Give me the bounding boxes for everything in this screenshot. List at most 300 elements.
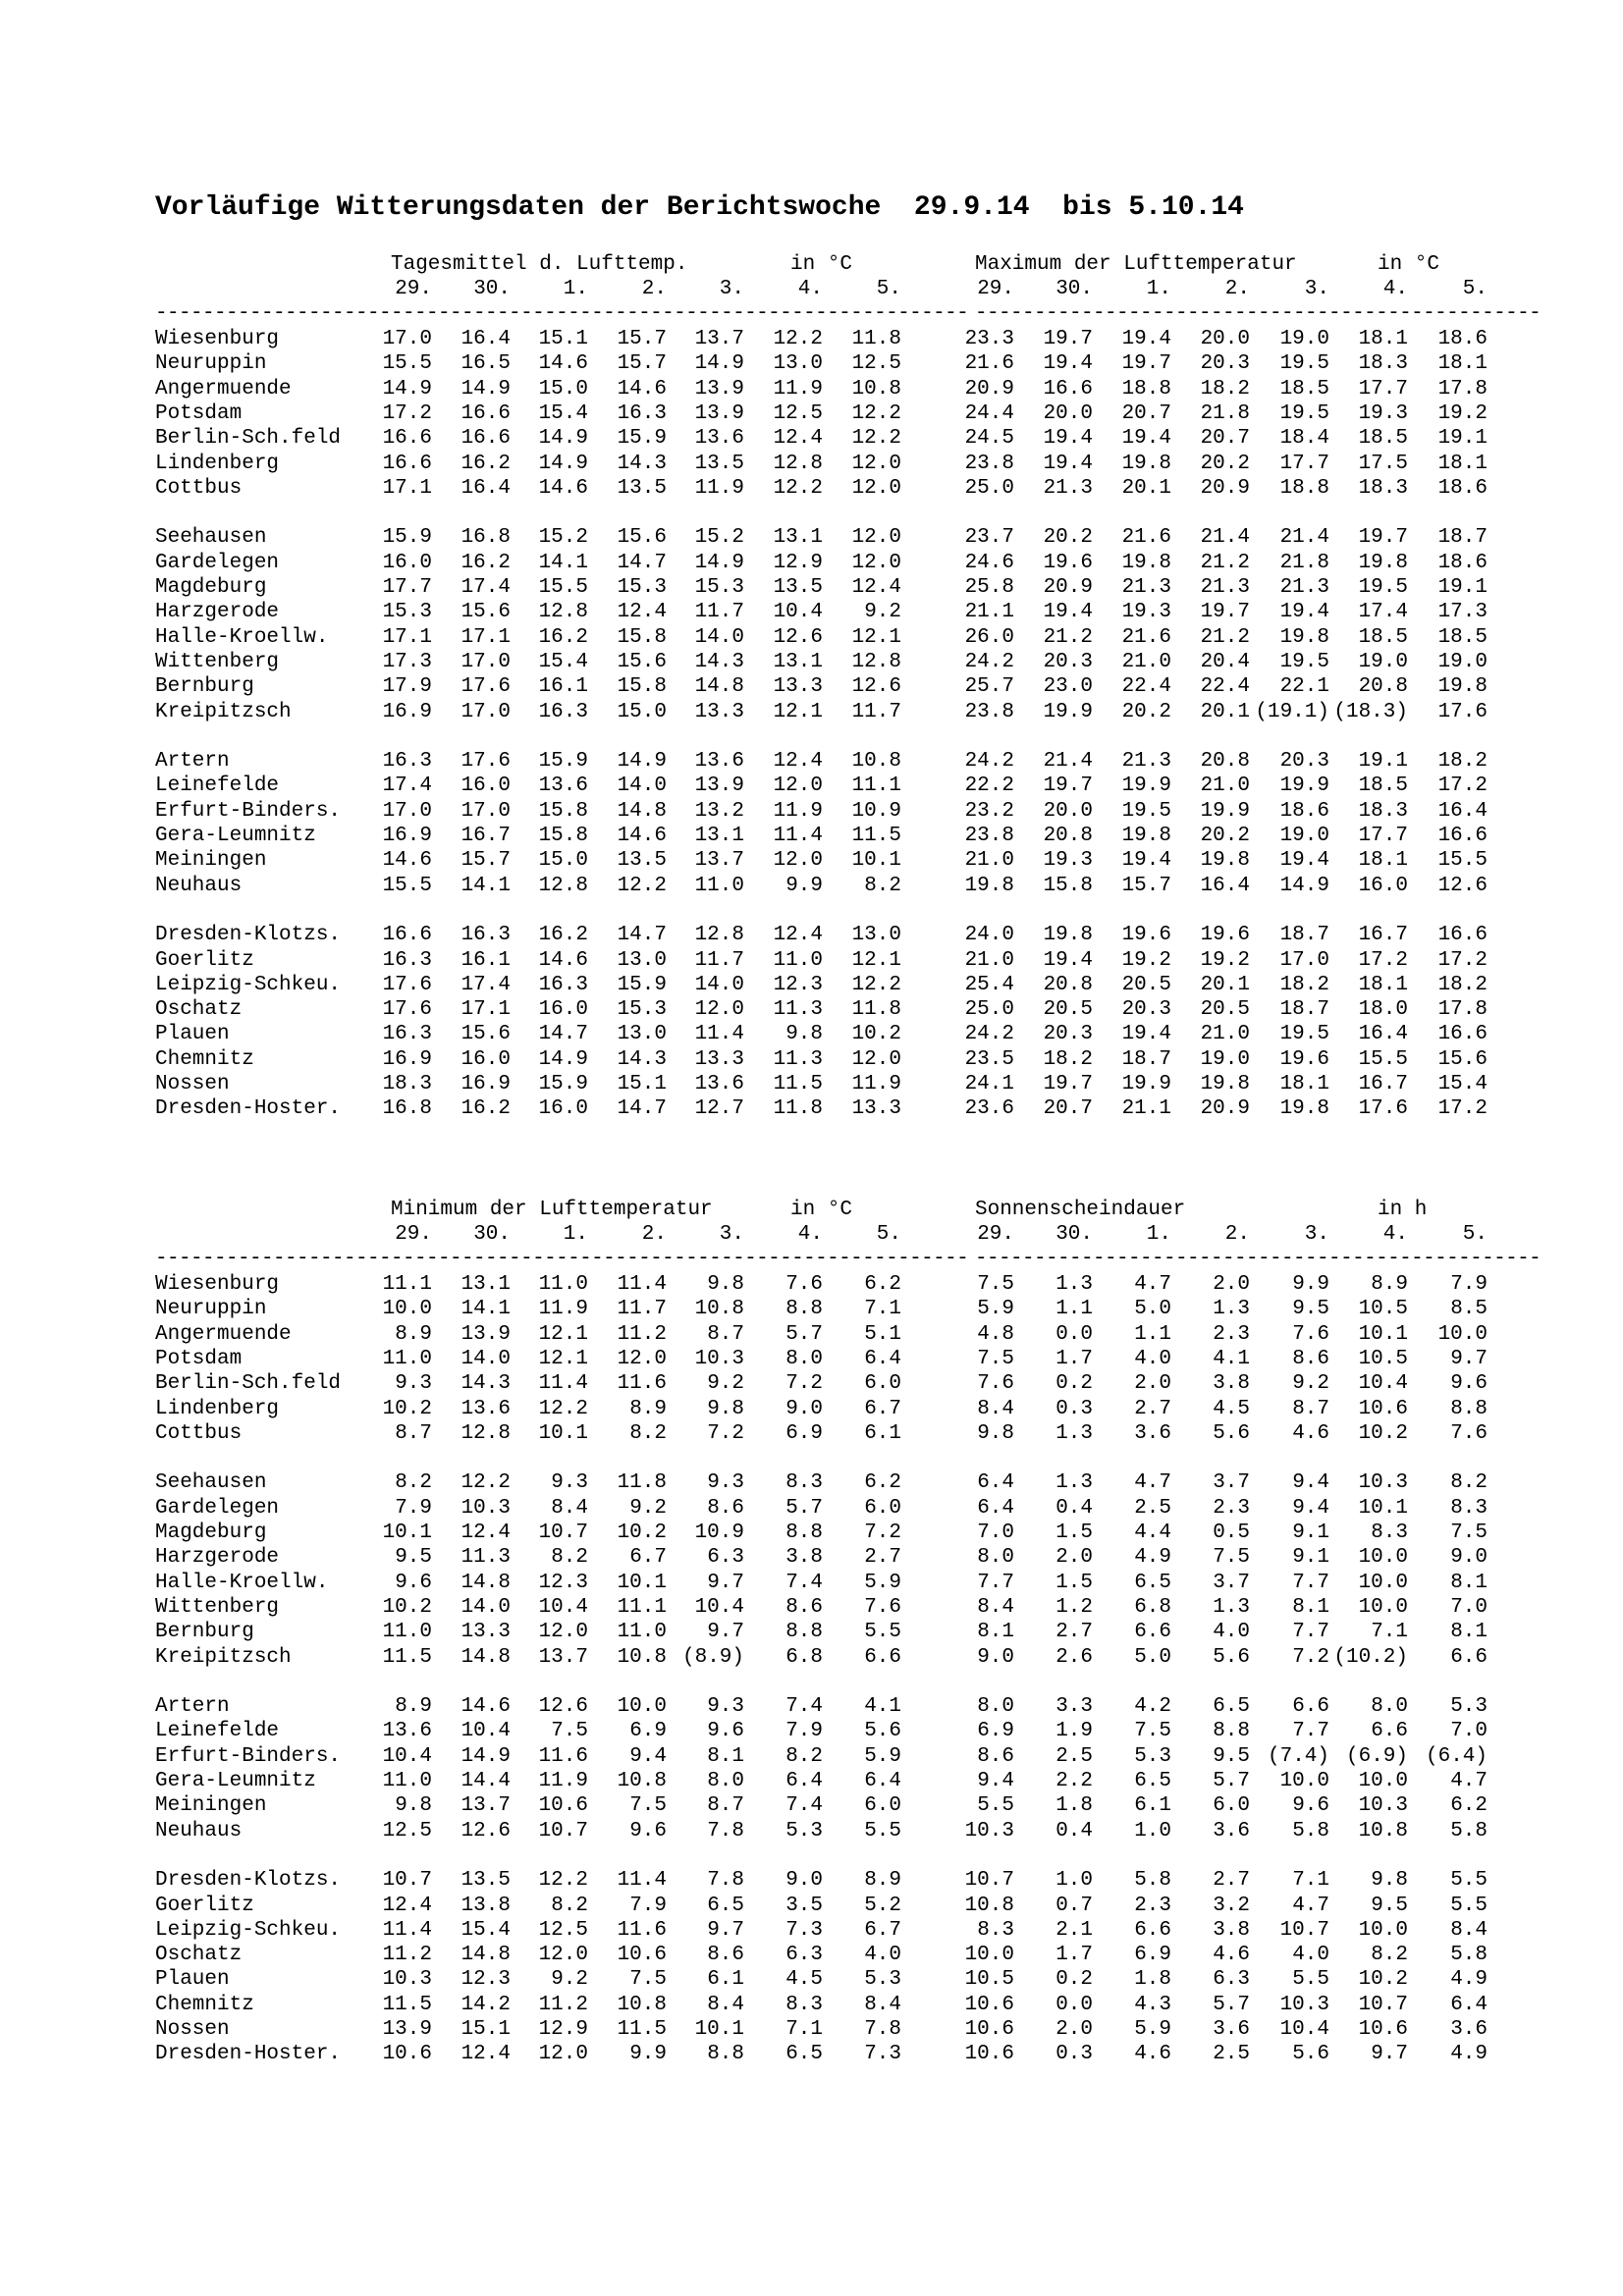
value-cell: 19.7 [1200, 601, 1250, 624]
value-cell: 20.3 [1200, 352, 1250, 376]
value-cell: 13.1 [773, 650, 823, 673]
table-row [155, 1869, 1530, 1894]
value-cell: 11.7 [694, 948, 744, 972]
value-cell: 19.1 [1437, 427, 1488, 451]
value-cell: 14.9 [538, 1047, 588, 1071]
value-cell: 9.3 [707, 1471, 744, 1495]
value-cell: 6.4 [1450, 1993, 1488, 2016]
value-cell: 9.9 [785, 874, 823, 897]
value-cell: 6.0 [864, 1372, 901, 1396]
value-cell: 9.5 [1292, 1298, 1329, 1321]
value-cell: 7.6 [864, 1595, 901, 1619]
value-cell: 19.4 [1043, 948, 1093, 972]
value-cell: 9.5 [395, 1546, 432, 1570]
value-cell: 21.4 [1043, 750, 1093, 774]
value-cell: 13.2 [694, 799, 744, 823]
value-cell: 5.7 [785, 1322, 823, 1346]
value-cell: 12.2 [538, 1397, 588, 1420]
value-cell: 11.9 [538, 1298, 588, 1321]
table-block [155, 253, 1542, 1137]
value-cell: 10.3 [1279, 1993, 1329, 2016]
station-name: Chemnitz [155, 1047, 254, 1071]
value-cell: 24.2 [964, 1023, 1014, 1046]
value-cell: 16.2 [460, 1097, 511, 1121]
table-row [155, 1323, 1530, 1348]
value-cell: 21.0 [1200, 1023, 1250, 1046]
table-row [155, 453, 1530, 477]
table-row [155, 675, 1530, 700]
value-cell: 9.9 [1292, 1273, 1329, 1296]
value-cell: 18.6 [1279, 799, 1329, 823]
value-cell: 15.2 [538, 526, 588, 550]
table-row [155, 402, 1530, 427]
value-cell: 8.7 [707, 1322, 744, 1346]
value-cell: 5.7 [785, 1496, 823, 1520]
value-cell: 20.8 [1043, 973, 1093, 996]
value-cell: 6.9 [1134, 1944, 1171, 1967]
station-name: Goerlitz [155, 948, 254, 972]
value-cell: 11.0 [538, 1273, 588, 1296]
value-cell: 14.2 [460, 1993, 511, 2016]
value-cell: 12.5 [538, 1918, 588, 1942]
value-cell: 5.5 [1450, 1894, 1488, 1917]
value-cell: 17.6 [382, 998, 432, 1022]
value-cell: 2.5 [1055, 1744, 1093, 1768]
value-cell: 14.6 [538, 948, 588, 972]
value-cell: 9.3 [551, 1471, 588, 1495]
value-cell: 15.6 [460, 601, 511, 624]
value-cell: 6.0 [864, 1496, 901, 1520]
value-cell: 10.8 [617, 1645, 667, 1669]
value-cell: 13.0 [617, 948, 667, 972]
value-cell: 17.4 [460, 973, 511, 996]
value-cell: 12.4 [851, 576, 901, 599]
value-cell: 19.5 [1279, 352, 1329, 376]
value-cell: 23.3 [964, 328, 1014, 350]
value-cell: 17.2 [1358, 948, 1408, 972]
value-cell: 2.0 [1134, 1372, 1171, 1396]
value-cell: 20.1 [1200, 973, 1250, 996]
value-cell: 16.4 [460, 476, 511, 500]
value-cell: 16.7 [460, 825, 511, 847]
value-cell: 7.9 [1450, 1273, 1488, 1296]
value-cell: 9.3 [707, 1695, 744, 1719]
value-cell: 15.3 [617, 576, 667, 599]
value-cell: 6.6 [1450, 1645, 1488, 1669]
station-name: Seehausen [155, 1471, 267, 1495]
value-cell: 9.6 [1450, 1372, 1488, 1396]
value-cell: 12.0 [851, 526, 901, 550]
value-cell: 2.3 [1134, 1894, 1171, 1917]
value-cell: 10.6 [617, 1944, 667, 1967]
station-name: Leipzig-Schkeu. [155, 973, 342, 996]
value-cell: 10.1 [538, 1421, 588, 1445]
value-cell: 13.7 [460, 1794, 511, 1818]
value-cell: 7.6 [785, 1273, 823, 1296]
value-cell: 2.0 [1055, 1546, 1093, 1570]
value-cell: 8.8 [785, 1522, 823, 1544]
value-cell: 6.5 [785, 2043, 823, 2066]
value-cell: 6.5 [1134, 1571, 1171, 1594]
value-cell: 4.6 [1213, 1944, 1250, 1967]
value-cell: 20.2 [1200, 825, 1250, 847]
value-cell: 10.0 [1358, 1546, 1408, 1570]
value-cell: 1.8 [1134, 1968, 1171, 1992]
value-cell: 11.9 [773, 799, 823, 823]
value-cell: 22.4 [1200, 675, 1250, 699]
day-header: 2. [1224, 278, 1250, 300]
value-cell: 16.9 [382, 1047, 432, 1071]
value-cell: 1.0 [1134, 1819, 1171, 1842]
table-row [155, 1497, 1530, 1522]
value-cell: 10.7 [1358, 1993, 1408, 2016]
value-cell: 10.1 [694, 2018, 744, 2041]
station-name: Erfurt-Binders. [155, 799, 342, 823]
value-cell: 10.4 [1358, 1372, 1408, 1396]
value-cell: 19.8 [1358, 551, 1408, 574]
station-name: Magdeburg [155, 576, 267, 599]
day-header: 29. [395, 1223, 432, 1246]
value-cell: 12.4 [460, 2043, 511, 2066]
value-cell: 6.3 [1213, 1968, 1250, 1992]
value-cell: 12.0 [617, 1347, 667, 1370]
value-cell: 6.6 [1292, 1695, 1329, 1719]
value-cell: 15.8 [538, 825, 588, 847]
value-cell: (10.2) [1333, 1645, 1408, 1669]
value-cell: 8.4 [977, 1397, 1014, 1420]
value-cell: 8.2 [1450, 1471, 1488, 1495]
value-cell: 18.7 [1279, 998, 1329, 1022]
value-cell: 10.6 [382, 2043, 432, 2066]
value-cell: 8.3 [785, 1471, 823, 1495]
value-cell: 25.0 [964, 476, 1014, 500]
value-cell: 8.2 [629, 1421, 667, 1445]
table-row [155, 924, 1530, 948]
value-cell: 1.3 [1055, 1471, 1093, 1495]
value-cell: 12.1 [851, 625, 901, 649]
value-cell: 15.0 [538, 377, 588, 400]
value-cell: 20.7 [1121, 401, 1171, 425]
value-cell: 22.4 [1121, 675, 1171, 699]
table-row [155, 1273, 1530, 1298]
value-cell: 6.1 [707, 1968, 744, 1992]
value-cell: 11.0 [617, 1621, 667, 1644]
value-cell: 9.3 [395, 1372, 432, 1396]
value-cell: 12.1 [538, 1322, 588, 1346]
value-cell: 12.3 [460, 1968, 511, 1992]
value-cell: 2.3 [1213, 1496, 1250, 1520]
value-cell: 21.3 [1121, 576, 1171, 599]
value-cell: 11.7 [851, 700, 901, 723]
value-cell: 24.2 [964, 750, 1014, 774]
value-cell: 18.2 [1437, 973, 1488, 996]
value-cell: 1.2 [1055, 1595, 1093, 1619]
table-row [155, 1546, 1530, 1571]
value-cell: 16.9 [382, 825, 432, 847]
station-name: Potsdam [155, 401, 243, 425]
table-row [155, 626, 1530, 651]
value-cell: 7.6 [1292, 1322, 1329, 1346]
day-header: 5. [1462, 1223, 1488, 1246]
value-cell: 16.8 [382, 1097, 432, 1121]
value-cell: 17.7 [1358, 825, 1408, 847]
value-cell: 12.4 [460, 1522, 511, 1544]
day-header: 4. [797, 278, 823, 300]
separator-line: ------------------------------------------------ [975, 302, 1542, 325]
value-cell: 7.4 [785, 1695, 823, 1719]
value-cell: 3.6 [1450, 2018, 1488, 2041]
value-cell: 8.6 [707, 1944, 744, 1967]
value-cell: 3.7 [1213, 1471, 1250, 1495]
value-cell: 15.7 [617, 328, 667, 350]
value-cell: 19.9 [1279, 774, 1329, 798]
value-cell: 7.5 [551, 1720, 588, 1743]
table-row [155, 576, 1530, 601]
value-cell: 18.0 [1358, 998, 1408, 1022]
value-cell: 12.1 [851, 948, 901, 972]
value-cell: 9.0 [785, 1869, 823, 1893]
value-cell: 23.8 [964, 825, 1014, 847]
value-cell: 7.5 [1450, 1522, 1488, 1544]
value-cell: 6.3 [707, 1546, 744, 1570]
value-cell: 3.3 [1055, 1695, 1093, 1719]
value-cell: 14.3 [694, 650, 744, 673]
value-cell: 23.8 [964, 700, 1014, 723]
value-cell: 19.9 [1121, 1073, 1171, 1095]
value-cell: 8.3 [1371, 1522, 1408, 1544]
value-cell: 8.0 [977, 1695, 1014, 1719]
value-cell: 18.1 [1358, 849, 1408, 873]
value-cell: 15.5 [382, 874, 432, 897]
value-cell: 20.5 [1043, 998, 1093, 1022]
value-cell: 10.2 [1358, 1421, 1408, 1445]
day-header: 30. [473, 1223, 511, 1246]
value-cell: 17.7 [1358, 377, 1408, 400]
value-cell: 3.5 [785, 1894, 823, 1917]
value-cell: 11.2 [382, 1944, 432, 1967]
value-cell: 5.3 [1450, 1695, 1488, 1719]
value-cell: 18.1 [1358, 328, 1408, 350]
value-cell: 11.2 [617, 1322, 667, 1346]
value-cell: 11.5 [617, 2018, 667, 2041]
value-cell: 16.9 [460, 1073, 511, 1095]
value-cell: 18.3 [1358, 476, 1408, 500]
value-cell: 18.4 [1279, 427, 1329, 451]
table-row [155, 800, 1530, 825]
value-cell: 12.0 [773, 849, 823, 873]
station-name: Oschatz [155, 998, 243, 1022]
value-cell: 14.9 [538, 452, 588, 475]
value-cell: 14.0 [617, 774, 667, 798]
day-header: 4. [1382, 278, 1408, 300]
value-cell: 4.7 [1134, 1471, 1171, 1495]
value-cell: 15.4 [538, 401, 588, 425]
separator-line: --------------------------------------------------------------------- [155, 302, 969, 325]
value-cell: 19.3 [1043, 849, 1093, 873]
value-cell: 6.4 [864, 1770, 901, 1792]
value-cell: 17.2 [1437, 1097, 1488, 1121]
value-cell: 23.7 [964, 526, 1014, 550]
day-header: 2. [1224, 1223, 1250, 1246]
value-cell: 10.1 [382, 1522, 432, 1544]
value-cell: 6.7 [864, 1918, 901, 1942]
value-cell: 18.1 [1437, 352, 1488, 376]
day-header: 3. [1304, 278, 1329, 300]
value-cell: 5.2 [864, 1894, 901, 1917]
station-name: Potsdam [155, 1347, 243, 1370]
value-cell: 13.7 [538, 1645, 588, 1669]
value-cell: 12.0 [538, 1944, 588, 1967]
value-cell: 14.8 [694, 675, 744, 699]
value-cell: 8.3 [977, 1918, 1014, 1942]
value-cell: 2.2 [1055, 1770, 1093, 1792]
value-cell: 8.1 [1292, 1595, 1329, 1619]
station-name: Bernburg [155, 675, 254, 699]
value-cell: 11.8 [851, 328, 901, 350]
value-cell: 5.9 [1134, 2018, 1171, 2041]
value-cell: 2.7 [864, 1546, 901, 1570]
station-name: Kreipitzsch [155, 700, 292, 723]
station-name: Nossen [155, 1073, 230, 1095]
value-cell: 9.2 [551, 1968, 588, 1992]
value-cell: 12.4 [773, 750, 823, 774]
value-cell: 16.3 [538, 973, 588, 996]
value-cell: 4.0 [864, 1944, 901, 1967]
value-cell: 10.3 [694, 1347, 744, 1370]
value-cell: 4.7 [1292, 1894, 1329, 1917]
value-cell: 19.6 [1121, 924, 1171, 947]
value-cell: 7.3 [864, 2043, 901, 2066]
value-cell: 18.2 [1043, 1047, 1093, 1071]
value-cell: 8.9 [395, 1695, 432, 1719]
value-cell: 16.0 [382, 551, 432, 574]
value-cell: 12.2 [773, 328, 823, 350]
value-cell: 8.0 [1371, 1695, 1408, 1719]
value-cell: 1.7 [1055, 1347, 1093, 1370]
value-cell: 6.4 [864, 1347, 901, 1370]
value-cell: 16.7 [1358, 924, 1408, 947]
table-row [155, 1994, 1530, 2018]
value-cell: 8.5 [1450, 1298, 1488, 1321]
value-cell: 12.2 [851, 427, 901, 451]
station-name: Gera-Leumnitz [155, 1770, 316, 1792]
value-cell: 5.8 [1450, 1944, 1488, 1967]
station-name: Magdeburg [155, 1522, 267, 1544]
value-cell: 13.0 [773, 352, 823, 376]
value-cell: 7.8 [707, 1869, 744, 1893]
value-cell: 9.7 [1450, 1347, 1488, 1370]
table-row [155, 949, 1530, 974]
value-cell: 15.1 [538, 328, 588, 350]
value-cell: 7.1 [1292, 1869, 1329, 1893]
value-cell: 19.2 [1200, 948, 1250, 972]
table-row [155, 1695, 1530, 1720]
value-cell: 14.9 [460, 1744, 511, 1768]
day-header: 30. [1055, 278, 1093, 300]
value-cell: 23.2 [964, 799, 1014, 823]
value-cell: 6.0 [1213, 1794, 1250, 1818]
value-cell: 7.3 [785, 1918, 823, 1942]
right-table-unit: in h [1378, 1199, 1428, 1221]
value-cell: 10.4 [1279, 2018, 1329, 2041]
value-cell: 5.5 [864, 1621, 901, 1644]
value-cell: 9.6 [1292, 1794, 1329, 1818]
value-cell: 12.3 [773, 973, 823, 996]
value-cell: 4.9 [1134, 1546, 1171, 1570]
station-name: Oschatz [155, 1944, 243, 1967]
value-cell: 9.2 [1292, 1372, 1329, 1396]
value-cell: 17.7 [1279, 452, 1329, 475]
value-cell: 7.7 [977, 1571, 1014, 1594]
value-cell: 14.6 [617, 825, 667, 847]
left-table-unit: in °C [790, 1199, 853, 1221]
value-cell: 9.1 [1292, 1546, 1329, 1570]
value-cell: 22.2 [964, 774, 1014, 798]
value-cell: 16.8 [460, 526, 511, 550]
value-cell: 12.5 [382, 1819, 432, 1842]
value-cell: 11.8 [851, 998, 901, 1022]
value-cell: 20.3 [1279, 750, 1329, 774]
value-cell: 5.0 [1134, 1645, 1171, 1669]
value-cell: 4.5 [1213, 1397, 1250, 1420]
day-header: 3. [1304, 1223, 1329, 1246]
value-cell: 16.9 [382, 700, 432, 723]
value-cell: 11.1 [382, 1273, 432, 1296]
left-table-unit: in °C [790, 253, 853, 276]
value-cell: 6.6 [1134, 1918, 1171, 1942]
value-cell: 20.9 [1200, 476, 1250, 500]
value-cell: 14.6 [617, 377, 667, 400]
value-cell: 8.4 [1450, 1918, 1488, 1942]
station-name: Harzgerode [155, 1546, 280, 1570]
station-name: Harzgerode [155, 601, 280, 624]
value-cell: 5.8 [1292, 1819, 1329, 1842]
page-title: Vorläufige Witterungsdaten der Berichtswoche 29.9.14 bis 5.10.14 [155, 192, 1244, 223]
value-cell: 5.6 [1213, 1645, 1250, 1669]
value-cell: 25.4 [964, 973, 1014, 996]
value-cell: 5.8 [1450, 1819, 1488, 1842]
value-cell: 15.6 [460, 1023, 511, 1046]
value-cell: 16.6 [382, 924, 432, 947]
value-cell: 9.8 [707, 1397, 744, 1420]
value-cell: 11.5 [382, 1993, 432, 2016]
value-cell: 6.8 [785, 1645, 823, 1669]
value-cell: 5.5 [977, 1794, 1014, 1818]
value-cell: 19.4 [1121, 849, 1171, 873]
table-row [155, 849, 1530, 874]
station-name: Kreipitzsch [155, 1645, 292, 1669]
value-cell: 17.0 [460, 799, 511, 823]
value-cell: 19.9 [1121, 774, 1171, 798]
value-cell: 6.6 [1134, 1621, 1171, 1644]
value-cell: 21.2 [1200, 551, 1250, 574]
value-cell: 19.3 [1121, 601, 1171, 624]
value-cell: 19.0 [1200, 1047, 1250, 1071]
value-cell: 5.6 [1213, 1421, 1250, 1445]
value-cell: 17.1 [460, 998, 511, 1022]
value-cell: 2.0 [1055, 2018, 1093, 2041]
value-cell: 20.5 [1200, 998, 1250, 1022]
value-cell: 20.9 [1200, 1097, 1250, 1121]
value-cell: 15.7 [1121, 874, 1171, 897]
value-cell: 7.4 [785, 1794, 823, 1818]
value-cell: 10.6 [1358, 1397, 1408, 1420]
value-cell: 11.5 [773, 1073, 823, 1095]
day-header: 29. [977, 1223, 1014, 1246]
value-cell: 18.5 [1437, 625, 1488, 649]
value-cell: 10.7 [964, 1869, 1014, 1893]
value-cell: 12.0 [851, 1047, 901, 1071]
